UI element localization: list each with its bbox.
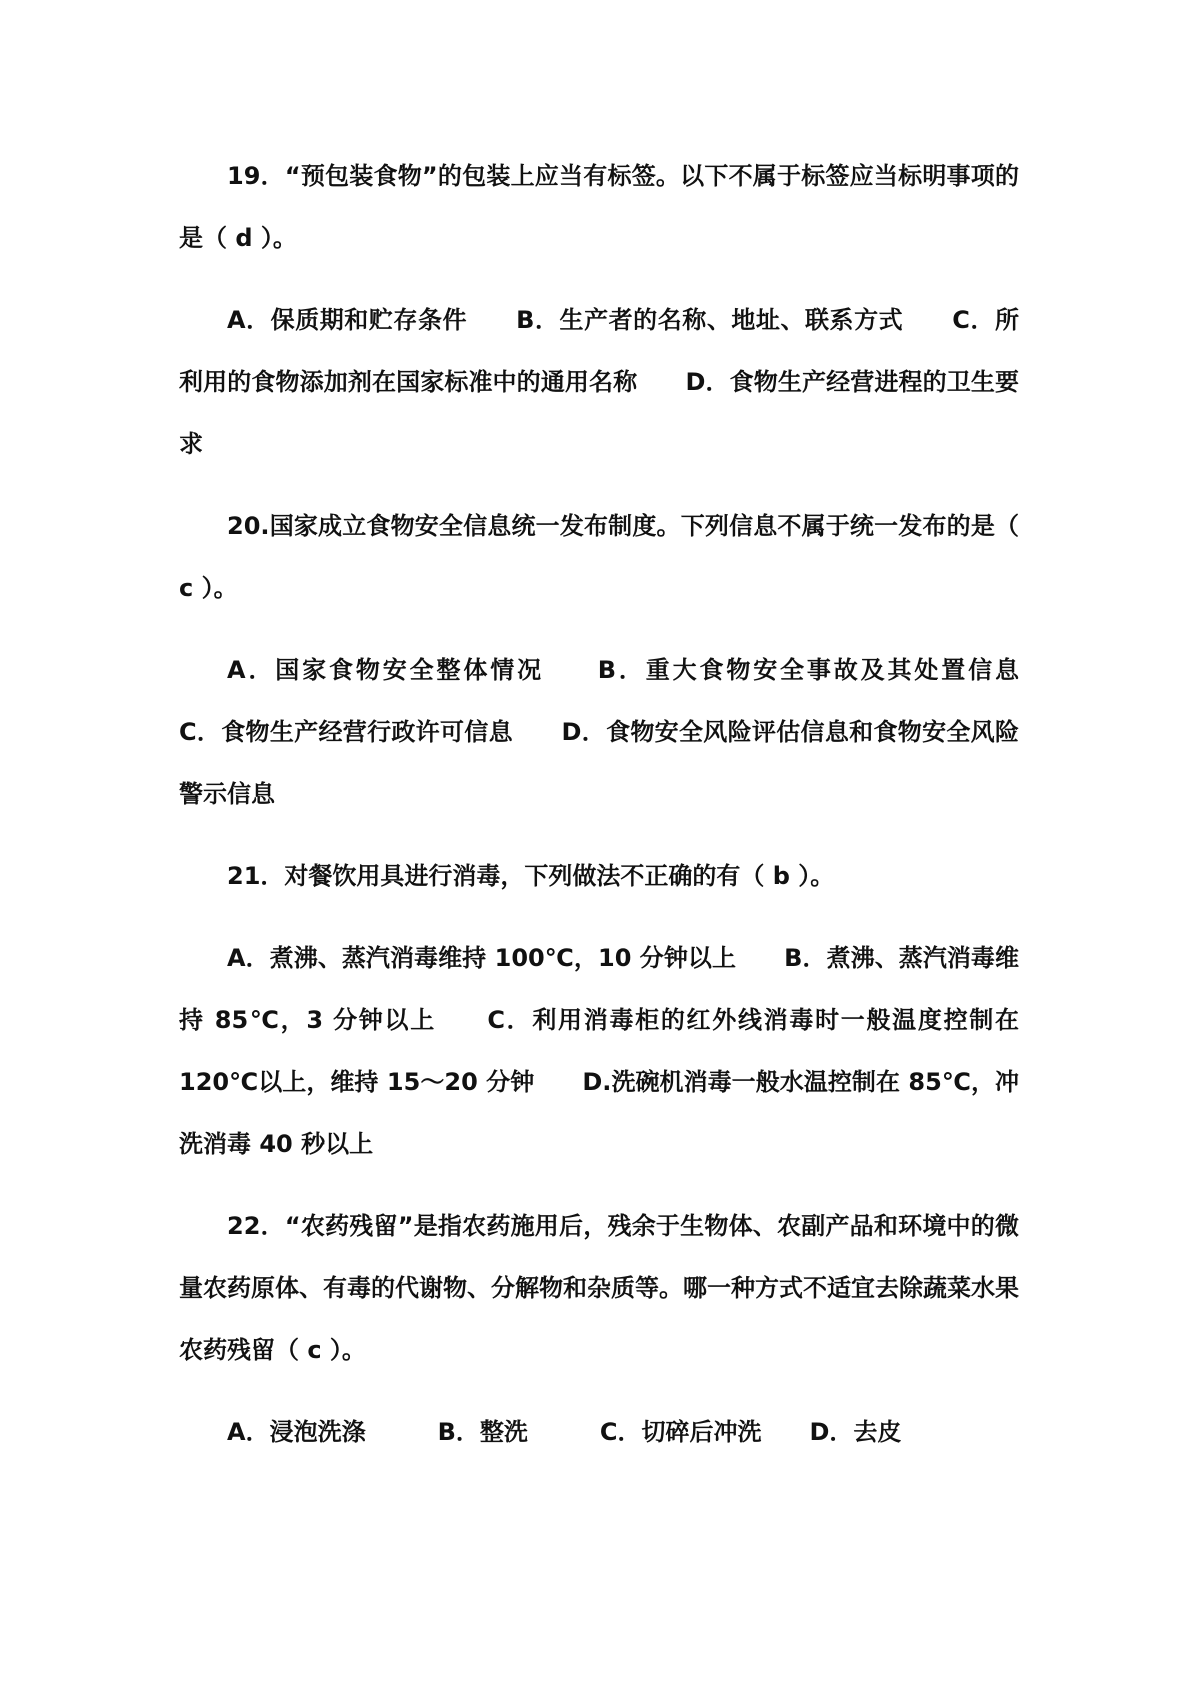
question-20-stem: 20.国家成立食物安全信息统一发布制度。下列信息不属于统一发布的是（ c ）。 xyxy=(179,512,1028,602)
question-22-options: A．浸泡洗涤 B．整洗 C．切碎后冲洗 D．去皮 xyxy=(227,1418,902,1446)
question-20-options: A．国家食物安全整体情况 B．重大食物安全事故及其处置信息 C．食物生产经营行政许可信息 D．食物安全风险评估信息和食物安全风险警示信息 xyxy=(179,656,1067,808)
question-21-stem: 21．对餐饮用具进行消毒，下列做法不正确的有（ b ）。 xyxy=(227,862,835,890)
question-19-options: A．保质期和贮存条件 B．生产者的名称、地址、联系方式 C．所利用的食物添加剂在国家标准中的通用名称 D．食物生产经营进程的卫生要求 xyxy=(179,306,1019,458)
document-page xyxy=(179,145,1067,1483)
question-22-stem: 22．“农药残留”是指农药施用后，残余于生物体、农副产品和环境中的微量农药原体、有毒的代谢物、分解物和杂质等。哪一种方式不适宜去除蔬菜水果农药残留（ c ）。 xyxy=(179,1212,1019,1364)
question-21-options: A．煮沸、蒸汽消毒维持 100℃，10 分钟以上 B．煮沸、蒸汽消毒维持 85℃，3 分钟以上 C．利用消毒柜的红外线消毒时一般温度控制在 120℃以上，维持 15～20 分钟 D.洗碗机消毒一般水温控制在 85℃，冲洗消毒 40 秒以上 xyxy=(179,944,1028,1158)
question-19-stem: 19．“预包装食物”的包装上应当有标签。以下不属于标签应当标明事项的是（ d ）。 xyxy=(179,162,1019,252)
